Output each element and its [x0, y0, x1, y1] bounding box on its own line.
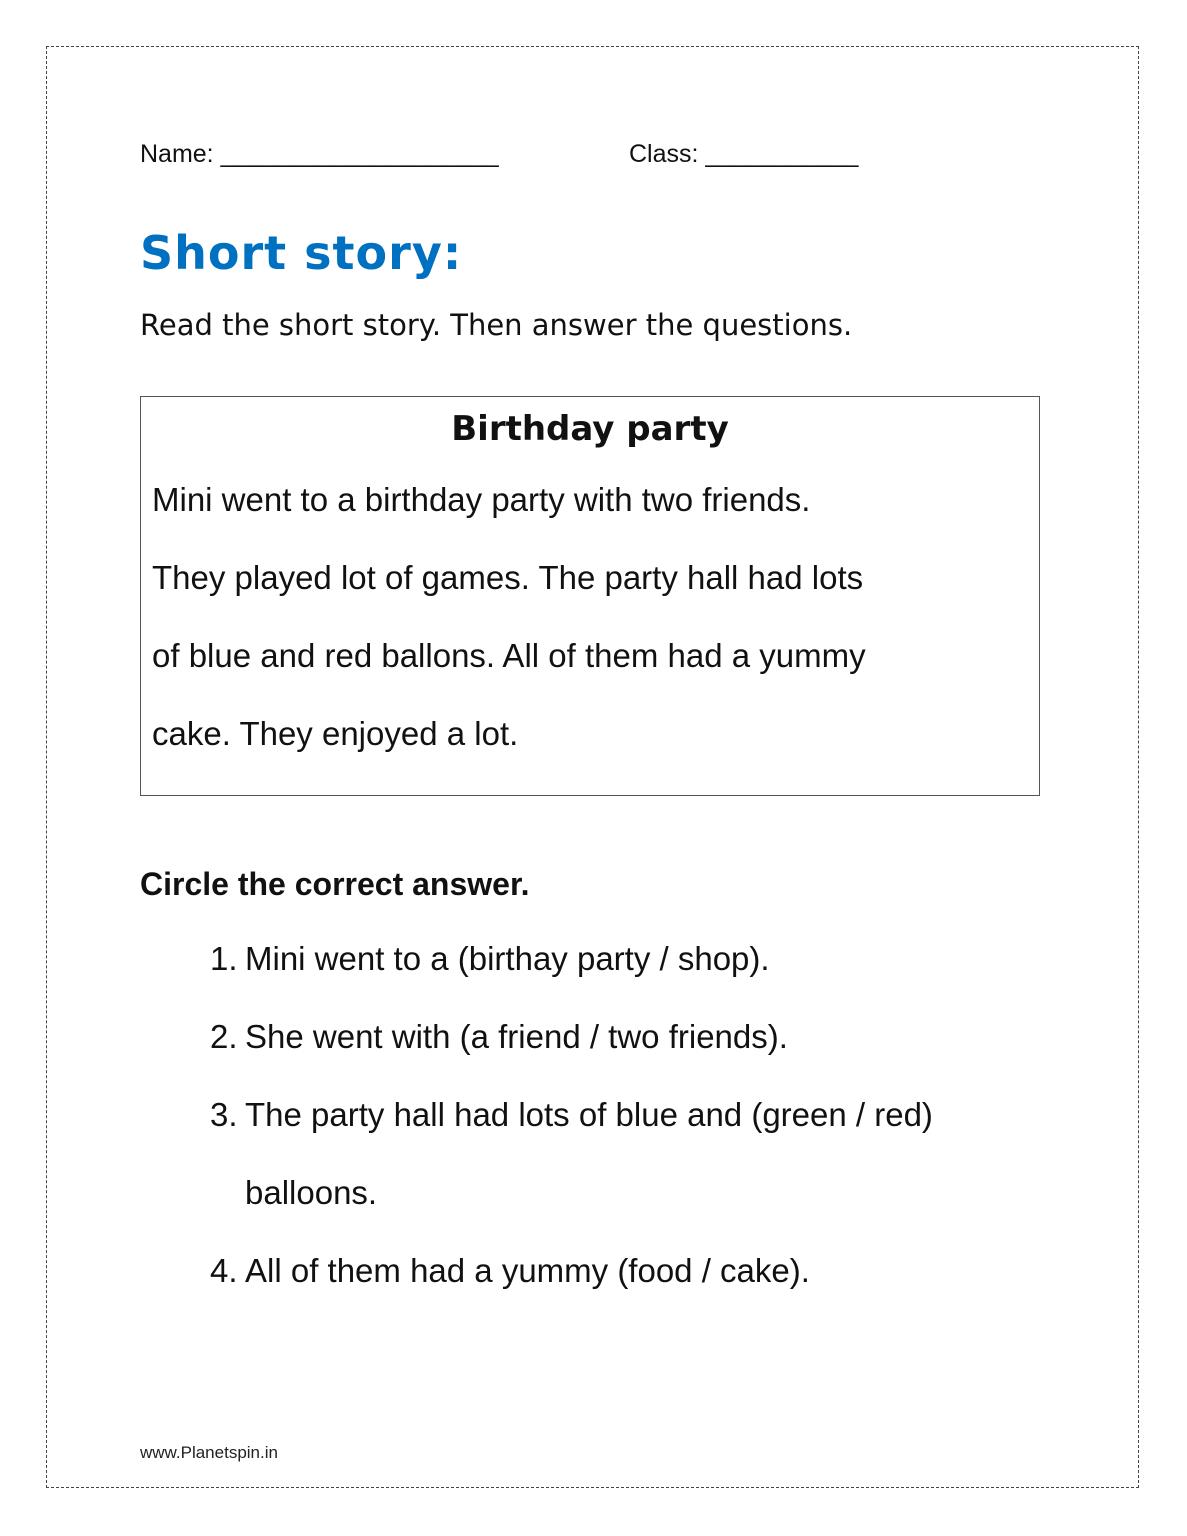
story-title: Birthday party: [451, 409, 729, 449]
question-text[interactable]: She went with (a friend / two friends).: [245, 1018, 788, 1055]
question-number: 4.: [210, 1252, 238, 1289]
question-number: 1.: [210, 940, 238, 977]
question-text[interactable]: All of them had a yummy (food / cake).: [245, 1252, 810, 1289]
name-field[interactable]: Name: ____________________: [140, 140, 499, 168]
worksheet-title: Short story:: [140, 226, 463, 280]
story-line: They played lot of games. The party hall had lots: [152, 559, 864, 596]
questions-heading: Circle the correct answer.: [140, 866, 530, 902]
question-number: 3.: [210, 1096, 238, 1133]
instruction-text: Read the short story. Then answer the questions.: [140, 308, 853, 342]
story-line: cake. They enjoyed a lot.: [152, 715, 519, 752]
story-box: [140, 396, 1040, 796]
class-field[interactable]: Class: ___________: [629, 140, 859, 168]
story-line: Mini went to a birthday party with two friends.: [152, 481, 811, 518]
question-text[interactable]: Mini went to a (birthay party / shop).: [245, 940, 770, 977]
question-number: 2.: [210, 1018, 238, 1055]
story-body: [152, 481, 1029, 793]
story-line: of blue and red ballons. All of them had a yummy: [152, 637, 866, 674]
footer-website: www.Planetspin.in: [140, 1443, 278, 1462]
question-text[interactable]: The party hall had lots of blue and (green / red) balloons.: [245, 1096, 933, 1211]
